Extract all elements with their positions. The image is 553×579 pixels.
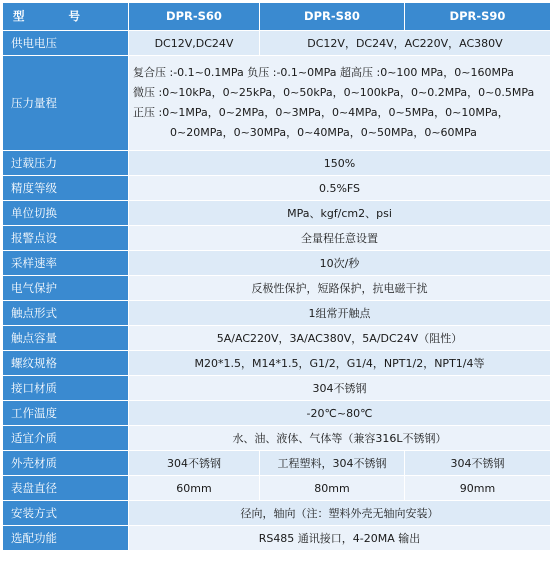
unit-label: 单位切换 bbox=[3, 201, 129, 226]
range-value bbox=[129, 56, 551, 151]
housing-value-s80: 工程塑料，304不锈钢 bbox=[260, 451, 405, 476]
dial-value-s60: 60mm bbox=[129, 476, 260, 501]
power-label: 供电电压 bbox=[3, 31, 129, 56]
mounting-label: 安装方式 bbox=[3, 501, 129, 526]
range-line-micro: 微压 :0~10kPa，0~25kPa，0~50kPa，0~100kPa，0~0.2MPa，0~0.5MPa bbox=[133, 86, 535, 99]
temperature-label: 工作温度 bbox=[3, 401, 129, 426]
alarm-value: 全量程任意设置 bbox=[129, 226, 551, 251]
dial-label: 表盘直径 bbox=[3, 476, 129, 501]
sampling-value: 10次/秒 bbox=[129, 251, 551, 276]
housing-label: 外壳材质 bbox=[3, 451, 129, 476]
row-alarm bbox=[3, 226, 551, 251]
row-contact-form bbox=[3, 301, 551, 326]
row-mounting bbox=[3, 501, 551, 526]
model-dpr-s60: DPR-S60 bbox=[129, 3, 260, 31]
accuracy-value: 0.5%FS bbox=[129, 176, 551, 201]
thread-value: M20*1.5，M14*1.5，G1/2，G1/4，NPT1/2，NPT1/4等 bbox=[129, 351, 551, 376]
options-label: 选配功能 bbox=[3, 526, 129, 551]
medium-value: 水、油、液体、气体等（兼容316L不锈钢） bbox=[129, 426, 551, 451]
row-unit bbox=[3, 201, 551, 226]
model-label: 型 号 bbox=[3, 3, 129, 31]
contact-capacity-label: 触点容量 bbox=[3, 326, 129, 351]
options-value: RS485 通讯接口，4-20MA 输出 bbox=[129, 526, 551, 551]
row-housing bbox=[3, 451, 551, 476]
power-value-s80-s90: DC12V，DC24V，AC220V，AC380V bbox=[260, 31, 551, 56]
temperature-value: -20℃~80℃ bbox=[129, 401, 551, 426]
spec-table bbox=[2, 2, 551, 551]
mounting-value: 径向，轴向（注：塑料外壳无轴向安装） bbox=[129, 501, 551, 526]
sampling-label: 采样速率 bbox=[3, 251, 129, 276]
protection-label: 电气保护 bbox=[3, 276, 129, 301]
range-line-positive: 正压 :0~1MPa，0~2MPa，0~3MPa，0~4MPa，0~5MPa，0~10MPa， bbox=[133, 106, 509, 119]
housing-value-s60: 304不锈钢 bbox=[129, 451, 260, 476]
dial-value-s90: 90mm bbox=[405, 476, 551, 501]
row-interface-material bbox=[3, 376, 551, 401]
range-label: 压力量程 bbox=[3, 56, 129, 151]
row-thread bbox=[3, 351, 551, 376]
range-line-compound: 复合压 :-0.1~0.1MPa 负压 :-0.1~0MPa 超高压 :0~100 MPa，0~160MPa bbox=[133, 66, 514, 79]
row-accuracy bbox=[3, 176, 551, 201]
accuracy-label: 精度等级 bbox=[3, 176, 129, 201]
row-dial bbox=[3, 476, 551, 501]
alarm-label: 报警点设 bbox=[3, 226, 129, 251]
row-sampling bbox=[3, 251, 551, 276]
housing-value-s90: 304不锈钢 bbox=[405, 451, 551, 476]
unit-value: MPa、kgf/cm2、psi bbox=[129, 201, 551, 226]
interface-material-value: 304不锈钢 bbox=[129, 376, 551, 401]
contact-form-label: 触点形式 bbox=[3, 301, 129, 326]
model-dpr-s90: DPR-S90 bbox=[405, 3, 551, 31]
model-dpr-s80: DPR-S80 bbox=[260, 3, 405, 31]
thread-label: 螺纹规格 bbox=[3, 351, 129, 376]
row-range bbox=[3, 56, 551, 151]
row-protection bbox=[3, 276, 551, 301]
overload-value: 150% bbox=[129, 151, 551, 176]
row-temperature bbox=[3, 401, 551, 426]
header-row bbox=[3, 3, 551, 31]
power-value-s60: DC12V,DC24V bbox=[129, 31, 260, 56]
row-overload bbox=[3, 151, 551, 176]
row-options bbox=[3, 526, 551, 551]
overload-label: 过载压力 bbox=[3, 151, 129, 176]
row-contact-capacity bbox=[3, 326, 551, 351]
contact-form-value: 1组常开触点 bbox=[129, 301, 551, 326]
row-medium bbox=[3, 426, 551, 451]
contact-capacity-value: 5A/AC220V，3A/AC380V，5A/DC24V（阻性） bbox=[129, 326, 551, 351]
row-power bbox=[3, 31, 551, 56]
dial-value-s80: 80mm bbox=[260, 476, 405, 501]
interface-material-label: 接口材质 bbox=[3, 376, 129, 401]
range-line-positive-cont: 0~20MPa，0~30MPa，0~40MPa，0~50MPa，0~60MPa bbox=[170, 126, 477, 139]
protection-value: 反极性保护，短路保护，抗电磁干扰 bbox=[129, 276, 551, 301]
medium-label: 适宜介质 bbox=[3, 426, 129, 451]
